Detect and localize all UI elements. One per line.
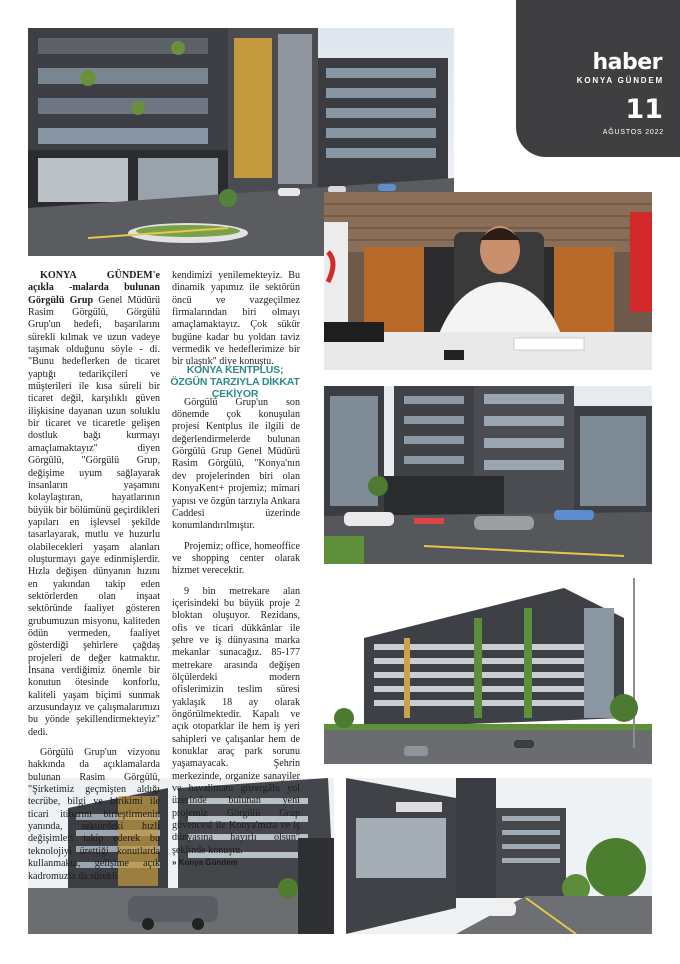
article-paragraph: Görgülü Grup'un son dönemde çok konuşulan projesi Kentplus ile ilgili de değerlendirmelerde bulunan Görgülü Grup Genel Müdürü Rasim Görgülü, "Konya'nın dev projelerinden biri olan KonyaKent+ projemiz; mimari yapısı ve özgün tarzıyla Ankara Caddesi üzerinde konumlandırılmıştır.	[172, 396, 300, 532]
article-paragraph: 9 bin metrekare alan içerisindeki bu büyük proje 2 bloktan oluşuyor. Rezidans, ofis ve ticari dükkânlar ile şehre ve iş dünyasına marka mekanlar sunacağız. 85-177 metrekare arasında değişen ölçülerdeki modern ofislerimizin teslim süresi yaklaşık 18 ay olarak öngörülmektedir. Kapalı ve açık otoparklar ile hem iş yeri sahipleri ve çalışanlar hem de konuklar araç park sorunu yaşamayacak. Şehrin merkezinde, organize sanayiler ve havalimanı güzergâhı yol üzerinde bulunan yeni projemiz Görgülü Grup güvencesi ile Konya'mıza ve iş dünyasına hayırlı olsun" şeklinde konuştu.	[172, 585, 300, 856]
masthead-block	[516, 0, 680, 157]
article-subheading: KONYA KENTPLUS; ÖZGÜN TARZIYLA DİKKAT ÇEKİYOR	[170, 364, 300, 400]
article-text: Genel Müdürü Rasim Görgülü, Görgülü Grup'un hedefi, başarılarını sürekli kılmak ve uzun vadeye taşımak olduğunu söyle - di. "Bunu hedeflerken de ticaret yaptığı tedarikçileri ve müşterileri ile kısa süreli bir ticaret değil, karşılıklı güven ilişkisine dayanan uzun soluklu bir ticaret ve ticaretle gelişen dostluk bağı kurmayı amaçlamaktayız" diyen Görgülü, "Görgülü Grup, değişime uyum sağlayarak insanların yaşamını kolaylaştıran, hayatlarının büyük bir bölümünü geçirdikleri yapıları en işlevsel şekilde tasarlayarak, mutlu ve huzurlu olabilecekleri yaşam alanları oluşturmayı gaye edinmişlerdir. Hızla değişen dünyanın hızını en yakından takip eden sektörlerden olan inşaat sektöründe faaliyet gösteren grubumuzun misyonu, kaliteden ödün vermeden, faaliyet gösterdiği şehirlere çağdaş projeleri de değer katmaktır. İnsana verdiğimiz önemle bir konutun ötesinde konforlu, kaliteli yaşam biçimi sunmak arzusundayız ve çalışmalarımızı bu yönde şekillendirmekteyiz" dedi.	[28, 294, 161, 738]
article-paragraph: Görgülü Grup'un vizyonu hakkında da açıklamalarda bulunan Rasim Görgülü, "Şirketimiz geçmişten aldığı tecrübe, bilgi ve birikimi ile ticari itibarını birleştirmenin yanında, sektördeki hızlı değişimleri takip ederek bu teknolojiyi ürettiği konutlarda kullanmakta, gelişime açık kadromuzla da sürekli	[28, 747, 160, 882]
bottom-right-photo	[346, 778, 652, 934]
issue-date: AĞUSTOS 2022	[602, 129, 664, 136]
article-paragraph	[28, 270, 160, 739]
side-building-photo	[324, 578, 652, 764]
mid-building-photo	[324, 386, 652, 564]
article-column-1	[28, 270, 160, 883]
executive-portrait-photo	[324, 192, 652, 370]
page-number: 11	[625, 94, 663, 125]
section-name: KONYA GÜNDEM	[576, 76, 664, 85]
article-column-2	[172, 270, 300, 869]
article-paragraph: kendimizi yenilemekteyiz. Bu dinamik yapımız ile sektörün öncü ve vazgeçilmez firmalarından biri olmayı amaçlamaktayız. Çok sükür bugüne kadar bu yoldan taviz vermedik ve hedeflerimize bir bir ulaştık" diye konuştu.	[172, 270, 300, 368]
lead-text: KONYA GÜNDEM'e açıkla -malarda bulunan Görgülü Grup	[28, 270, 160, 306]
article-signature: » Konya Gündem	[172, 858, 238, 868]
article-paragraph: Projemiz; office, homeoffice ve shopping center olarak hizmet verecektir.	[172, 540, 300, 577]
brand-logo: haber	[592, 50, 662, 75]
